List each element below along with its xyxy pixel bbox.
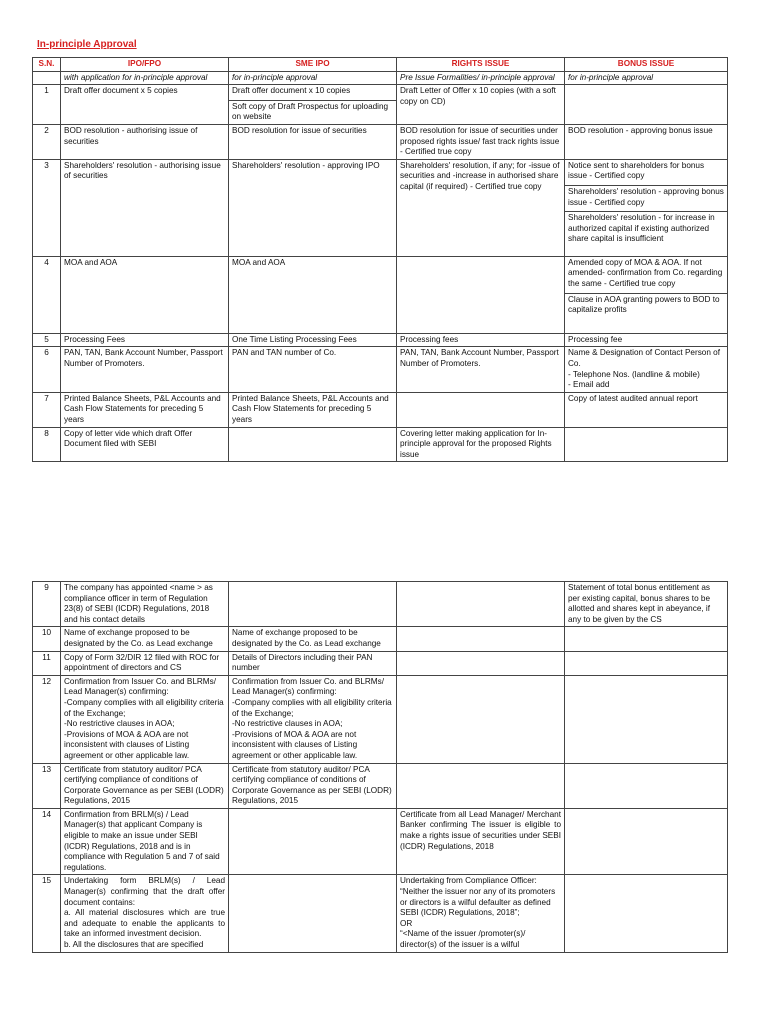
- cell-line: Shareholders' resolution - approving bonus issue - Certified copy: [565, 185, 727, 208]
- row-number: 5: [33, 333, 61, 347]
- table-cell: [565, 627, 728, 651]
- table-cell: [397, 651, 565, 675]
- cell-line: OR: [400, 918, 413, 928]
- table-cell: One Time Listing Processing Fees: [229, 333, 397, 347]
- table-cell: [397, 627, 565, 651]
- table-cell: for in-principle approval: [565, 71, 728, 85]
- cell-line: Clause in AOA granting powers to BOD to capitalize profits: [565, 293, 727, 316]
- table-row: [33, 159, 728, 256]
- cell-line: - Email add: [568, 380, 610, 390]
- table-cell: [565, 256, 728, 333]
- approval-table-part-2: [32, 581, 728, 953]
- table-cell: [229, 427, 397, 462]
- row-number: 7: [33, 392, 61, 427]
- section-title: In-principle Approval: [37, 39, 137, 50]
- table-row: [33, 875, 728, 952]
- row-number: 1: [33, 85, 61, 125]
- approval-table-part-1: [32, 57, 728, 462]
- cell-line: Confirmation from Issuer Co. and BLRMs/ Lead Manager(s) confirming:: [64, 676, 216, 697]
- table-cell: Draft offer document x 5 copies: [61, 85, 229, 125]
- table-cell: PAN, TAN, Bank Account Number, Passport Number of Promoters.: [397, 347, 565, 392]
- cell-line: Soft copy of Draft Prospectus for uploading on website: [229, 100, 396, 123]
- table-cell: Details of Directors including their PAN number: [229, 651, 397, 675]
- table-cell: Printed Balance Sheets, P&L Accounts and Cash Flow Statements for preceding 5 years: [229, 392, 397, 427]
- table-cell: Name of exchange proposed to be designated by the Co. as Lead exchange: [229, 627, 397, 651]
- table-cell: MOA and AOA: [229, 256, 397, 333]
- cell-line: Shareholders' resolution - for increase in authorized capital if existing authorized share capital is insufficient: [565, 211, 727, 245]
- table-cell: Processing Fees: [61, 333, 229, 347]
- table-cell: with application for in-principle approval: [61, 71, 229, 85]
- table-row: [33, 427, 728, 462]
- table-cell: Certificate from statutory auditor/ PCA certifying compliance of conditions of Corporate Governance as per SEBI (LODR) Regulations, 2015: [229, 763, 397, 808]
- row-number: 10: [33, 627, 61, 651]
- table-cell: Copy of letter vide which draft Offer Document filed with SEBI: [61, 427, 229, 462]
- header-sme-ipo: SME IPO: [229, 58, 397, 72]
- header-ipo-fpo: IPO/FPO: [61, 58, 229, 72]
- table-cell: [565, 85, 728, 125]
- table-cell: [397, 582, 565, 627]
- cell-line: - Telephone Nos. (landline & mobile): [568, 369, 700, 379]
- table-row: [33, 392, 728, 427]
- table-cell: Certificate from all Lead Manager/ Merchant Banker confirming The issuer is eligible to make a rights issue of securities under SEBI (ICDR) Regulations, 2018: [397, 808, 565, 875]
- row-number: 15: [33, 875, 61, 952]
- table-cell: [397, 675, 565, 763]
- table-row: [33, 582, 728, 627]
- header-sn: S.N.: [33, 58, 61, 72]
- header-rights-issue: RIGHTS ISSUE: [397, 58, 565, 72]
- cell-line: Confirmation from Issuer Co. and BLRMs/ Lead Manager(s) confirming:: [232, 676, 384, 697]
- table-cell: Shareholders' resolution - authorising issue of securities: [61, 159, 229, 256]
- cell-line: -Provisions of MOA & AOA are not inconsistent with clauses of Listing agreement or other applicable law.: [64, 729, 190, 760]
- row-number: 14: [33, 808, 61, 875]
- table-cell: Copy of latest audited annual report: [565, 392, 728, 427]
- table-cell: [397, 392, 565, 427]
- row-number: 11: [33, 651, 61, 675]
- table-cell: Draft Letter of Offer x 10 copies (with a soft copy on CD): [397, 85, 565, 125]
- table-cell: Shareholders' resolution - approving IPO: [229, 159, 397, 256]
- table-cell: [397, 763, 565, 808]
- row-number: 3: [33, 159, 61, 256]
- table-cell: BOD resolution for issue of securities: [229, 124, 397, 159]
- header-row: [33, 58, 728, 72]
- table-row: [33, 256, 728, 333]
- table-cell: [229, 808, 397, 875]
- table-cell: BOD resolution - authorising issue of securities: [61, 124, 229, 159]
- table-cell: MOA and AOA: [61, 256, 229, 333]
- cell-line: Undertaking from Compliance Officer: “Neither the issuer nor any of its promoters or directors is a wilful defaulter as defined SEBI (ICDR) Regulations, 2018”;: [400, 876, 556, 918]
- table-cell: Certificate from statutory auditor/ PCA certifying compliance of conditions of Corporate Governance as per SEBI (LODR) Regulations, 2015: [61, 763, 229, 808]
- table-cell: [229, 875, 397, 952]
- table-row: [33, 651, 728, 675]
- table-row: [33, 124, 728, 159]
- table-cell: Shareholders' resolution, if any; for -issue of securities and -increase in authorised share capital (if required) - Certified true copy: [397, 159, 565, 256]
- table-cell: PAN, TAN, Bank Account Number, Passport Number of Promoters.: [61, 347, 229, 392]
- table-cell: Printed Balance Sheets, P&L Accounts and Cash Flow Statements for preceding 5 years: [61, 392, 229, 427]
- table-cell: [229, 582, 397, 627]
- table-cell: [61, 875, 229, 952]
- row-number: 6: [33, 347, 61, 392]
- table-cell: [565, 347, 728, 392]
- table-cell: BOD resolution for issue of securities under proposed rights issue/ fast track rights issue - Certified true copy: [397, 124, 565, 159]
- table-cell: Statement of total bonus entitlement as per existing capital, bonus shares to be allotted and shares kept in abeyance, if any to be given by the CS: [565, 582, 728, 627]
- table-row: [33, 627, 728, 651]
- table-cell: Name of exchange proposed to be designated by the Co. as Lead exchange: [61, 627, 229, 651]
- row-number: 13: [33, 763, 61, 808]
- table-row: [33, 763, 728, 808]
- table-cell: Copy of Form 32/DIR 12 filed with ROC for appointment of directors and CS: [61, 651, 229, 675]
- cell-line: -No restrictive clauses in AOA;: [232, 719, 343, 729]
- header-bonus-issue: BONUS ISSUE: [565, 58, 728, 72]
- table-cell: Processing fee: [565, 333, 728, 347]
- row-number: 8: [33, 427, 61, 462]
- table-cell: [229, 675, 397, 763]
- row-number: 12: [33, 675, 61, 763]
- table-cell: [565, 875, 728, 952]
- subheader-row: [33, 71, 728, 85]
- table-cell: Pre Issue Formalities/ in-principle approval: [397, 71, 565, 85]
- cell-line: Name & Designation of Contact Person of Co.: [568, 348, 721, 368]
- cell-line: b. All the disclosures that are specified: [64, 940, 204, 949]
- table-cell: [565, 675, 728, 763]
- cell-line: Draft offer document x 10 copies: [232, 86, 351, 96]
- cell-line: -No restrictive clauses in AOA;: [64, 719, 175, 729]
- table-cell: [229, 85, 397, 125]
- table-row: [33, 347, 728, 392]
- cell-line: -Company complies with all eligibility criteria of the Exchange;: [232, 697, 392, 718]
- table-cell: [565, 763, 728, 808]
- table-row: [33, 333, 728, 347]
- row-number: 2: [33, 124, 61, 159]
- row-number: 9: [33, 582, 61, 627]
- cell-line: a. All material disclosures which are true and adequate to enable the applicants to take an informed investment decision.: [64, 908, 225, 939]
- table-cell: Covering letter making application for In-principle approval for the proposed Rights issue: [397, 427, 565, 462]
- cell-line: “<Name of the issuer /promoter(s)/ director(s) of the issuer is a wilful: [400, 929, 526, 949]
- table-cell: [61, 675, 229, 763]
- table-cell: The company has appointed <name > as compliance officer in term of Regulation 23(8) of SEBI (ICDR) Regulations, 2018 and his contact details: [61, 582, 229, 627]
- row-number: 4: [33, 256, 61, 333]
- table-cell: [33, 71, 61, 85]
- table-row: [33, 808, 728, 875]
- table-row: [33, 85, 728, 125]
- cell-line: -Company complies with all eligibility criteria of the Exchange;: [64, 697, 224, 718]
- table-cell: [565, 427, 728, 462]
- cell-line: -Provisions of MOA & AOA are not inconsistent with clauses of Listing agreement or other applicable law.: [232, 729, 358, 760]
- table-cell: Confirmation from BRLM(s) / Lead Manager(s) that applicant Company is eligible to make an issue under SEBI (ICDR) Regulations, 2018 and is in compliance with Regulation 5 and 7 of said regulations.: [61, 808, 229, 875]
- table-cell: [565, 808, 728, 875]
- cell-line: Amended copy of MOA & AOA. If not amended- confirmation from Co. regarding the same - Certified true copy: [568, 257, 723, 288]
- table-row: [33, 675, 728, 763]
- table-cell: PAN and TAN number of Co.: [229, 347, 397, 392]
- table-cell: BOD resolution - approving bonus issue: [565, 124, 728, 159]
- table-cell: [397, 256, 565, 333]
- table-cell: Processing fees: [397, 333, 565, 347]
- table-cell: [397, 875, 565, 952]
- table-cell: [565, 651, 728, 675]
- cell-line: Notice sent to shareholders for bonus issue - Certified copy: [568, 160, 705, 181]
- table-cell: [565, 159, 728, 256]
- cell-line: Undertaking form BRLM(s) / Lead Manager(s) confirming that the draft offer document contains:: [64, 876, 225, 907]
- table-cell: for in-principle approval: [229, 71, 397, 85]
